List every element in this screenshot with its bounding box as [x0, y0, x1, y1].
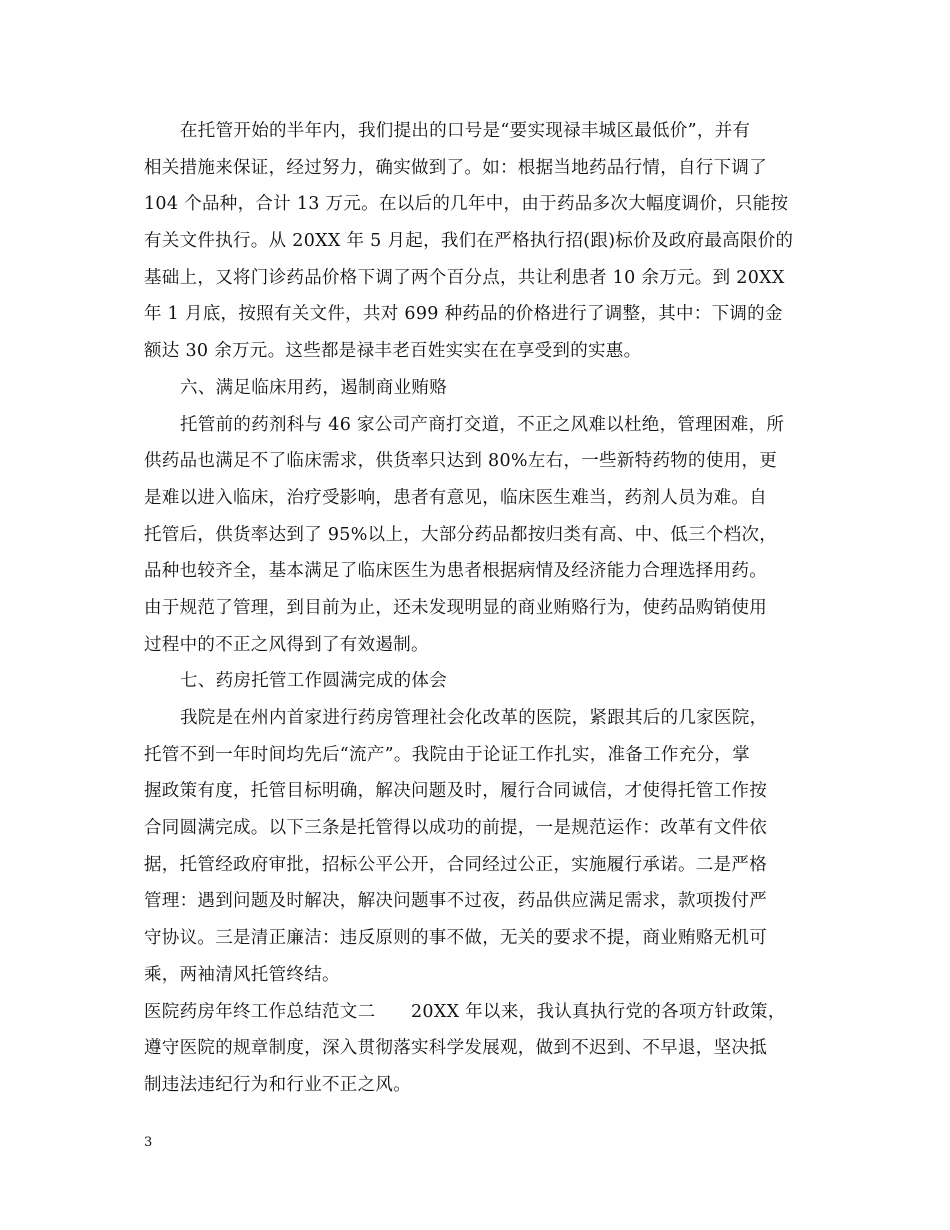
- paragraph-line: 品种也较齐全，基本满足了临床医生为患者根据病情及经济能力合理选择用药。: [144, 561, 767, 582]
- paragraph-line: 是难以进入临床，治疗受影响，患者有意见，临床医生难当，药剂人员为难。自: [144, 487, 767, 508]
- paragraph-line: 有关文件执行。从 20XX 年 5 月起，我们在严格执行招(跟)标价及政府最高限价的: [144, 231, 794, 252]
- paragraph-line: 握政策有度，托管目标明确，解决问题及时，履行合同诚信，才使得托管工作按: [144, 781, 767, 802]
- paragraph-line: 我院是在州内首家进行药房管理社会化改革的医院，紧跟其后的几家医院，: [180, 708, 768, 728]
- paragraph-line: 过程中的不正之风得到了有效遏制。: [144, 634, 429, 655]
- paragraph-line: 遵守医院的规章制度，深入贯彻落实科学发展观，做到不迟到、不早退，坚决抵: [144, 1038, 767, 1059]
- paragraph-line: 合同圆满完成。以下三条是托管得以成功的前提，一是规范运作：改革有文件依: [144, 818, 767, 839]
- paragraph-line: 供药品也满足不了临床需求，供货率只达到 80%左右，一些新特药物的使用，更: [144, 451, 778, 472]
- paragraph-line: 托管不到一年时间均先后“流产”。我院由于论证工作扎实，准备工作充分，掌: [144, 744, 750, 765]
- paragraph-line: 托管后，供货率达到了 95%以上，大部分药品都按归类有高、中、低三个档次，: [144, 524, 778, 545]
- section-heading: 七、药房托管工作圆满完成的体会: [180, 671, 447, 692]
- section-heading: 六、满足临床用药，遏制商业贿赂: [180, 377, 447, 398]
- paragraph-line: 医院药房年终工作总结范文二 20XX 年以来，我认真执行党的各项方针政策，: [144, 1001, 786, 1022]
- paragraph-line: 基础上，又将门诊药品价格下调了两个百分点，共让利患者 10 余万元。到 20XX: [144, 267, 785, 288]
- paragraph-line: 据，托管经政府审批，招标公平公开，合同经过公正，实施履行承诺。二是严格: [144, 854, 767, 875]
- paragraph-line: 托管前的药剂科与 46 家公司产商打交道，不正之风难以杜绝，管理困难，所: [180, 414, 785, 435]
- paragraph-line: 年 1 月底，按照有关文件，共对 699 种药品的价格进行了调整，其中：下调的金: [144, 304, 783, 325]
- paragraph-line: 管理：遇到问题及时解决，解决问题事不过夜，药品供应满足需求，款项拨付严: [144, 891, 767, 912]
- paragraph-line: 由于规范了管理，到目前为止，还未发现明显的商业贿赂行为，使药品购销使用: [144, 597, 767, 618]
- paragraph-line: 在托管开始的半年内，我们提出的口号是“要实现禄丰城区最低价”，并有: [180, 121, 751, 141]
- paragraph-line: 104 个品种，合计 13 万元。在以后的几年中，由于药品多次大幅度调价，只能按: [144, 194, 789, 215]
- paragraph-line: 制违法违纪行为和行业不正之风。: [144, 1074, 411, 1095]
- paragraph-line: 守协议。三是清正廉洁：违反原则的事不做，无关的要求不提，商业贿赂无机可: [144, 928, 767, 949]
- paragraph-line: 相关措施来保证，经过努力，确实做到了。如：根据当地药品行情，自行下调了: [144, 157, 767, 178]
- paragraph-line: 额达 30 余万元。这些都是禄丰老百姓实实在在享受到的实惠。: [144, 341, 642, 362]
- page-number: 3: [144, 1135, 153, 1150]
- document-body: [144, 113, 804, 1104]
- paragraph-line: 乘，两袖清风托管终结。: [144, 964, 340, 985]
